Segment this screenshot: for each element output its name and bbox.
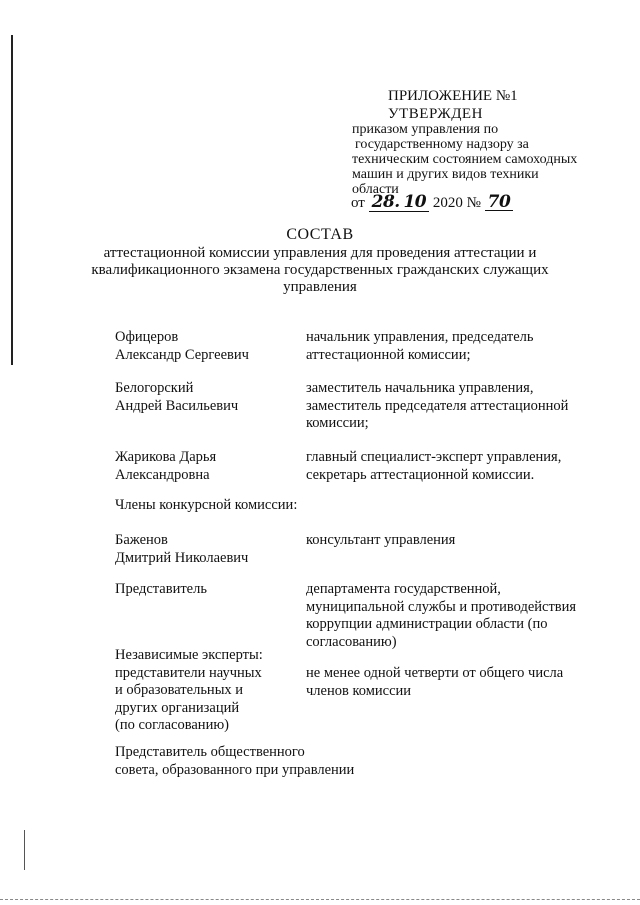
member-surname: Жарикова Дарья — [115, 449, 217, 465]
member-surname: Офицеров — [115, 329, 179, 345]
date-year: 2020 — [432, 195, 463, 211]
experts-line: и образовательных и — [115, 682, 244, 698]
title-line: аттестационной комиссии управления для проведения аттестации и — [103, 245, 537, 261]
member-given-names: Дмитрий Николаевич — [115, 549, 249, 566]
scan-bottom-edge — [0, 899, 640, 901]
member-role — [306, 581, 606, 651]
document-title — [0, 226, 640, 296]
role-line: секретарь аттестационной комиссии. — [306, 466, 535, 483]
member-name — [115, 532, 295, 567]
role-line: главный специалист-эксперт управления, — [306, 449, 562, 465]
order-line: государственному надзору за — [355, 137, 529, 152]
member-given-names: Андрей Васильевич — [115, 397, 239, 414]
member-surname: Баженов — [115, 532, 168, 548]
role-line: не менее одной четверти от общего числа — [306, 665, 564, 681]
member-name — [115, 380, 295, 415]
member-role — [306, 380, 606, 433]
member-given-names: Александровна — [115, 466, 210, 483]
experts-label: Независимые эксперты: — [115, 647, 263, 663]
role-line: департамента государственной, — [306, 581, 501, 597]
member-role — [306, 329, 606, 364]
order-line: машин и других видов техники — [352, 167, 539, 182]
member-role — [306, 532, 606, 550]
role-line: согласованию) — [306, 633, 397, 650]
number-sign: № — [466, 195, 481, 211]
role-line: комиссии; — [306, 415, 369, 431]
member-name — [115, 581, 295, 599]
title-main: СОСТАВ — [286, 226, 354, 243]
appendix-title: ПРИЛОЖЕНИЕ №1 — [388, 88, 518, 104]
title-line: управления — [283, 279, 357, 295]
date-month: 10 — [403, 192, 427, 212]
role-line: консультант управления — [306, 532, 456, 548]
role-line: заместитель начальника управления, — [306, 380, 534, 396]
member-role — [306, 665, 606, 700]
order-number: 70 — [485, 194, 514, 211]
representative-label: Представитель — [115, 581, 207, 597]
date-day: 28. — [371, 192, 400, 212]
member-given-names: Александр Сергеевич — [115, 346, 249, 363]
order-date-line — [351, 194, 513, 212]
role-line: аттестационной комиссии; — [306, 346, 471, 363]
public-council-representative — [115, 744, 435, 779]
member-name — [115, 329, 295, 364]
order-line: техническим состоянием самоходных — [352, 152, 578, 167]
approved-title: УТВЕРЖДЕН — [388, 106, 483, 122]
title-line: квалификационного экзамена государственных гражданских служащих — [91, 262, 549, 278]
date-handwritten — [369, 194, 430, 212]
member-surname: Белогорский — [115, 380, 194, 396]
public-council-line: Представитель общественного — [115, 744, 305, 760]
member-name — [115, 647, 295, 735]
member-name — [115, 449, 295, 484]
public-council-line: совета, образованного при управлении — [115, 761, 355, 778]
role-line: начальник управления, председатель — [306, 329, 534, 345]
role-line: членов комиссии — [306, 682, 412, 699]
commission-members-heading: Члены конкурсной комиссии: — [115, 497, 298, 513]
date-prefix: от — [351, 195, 365, 211]
experts-line: других организаций — [115, 699, 240, 716]
experts-line: (по согласованию) — [115, 717, 229, 733]
role-line: муниципальной службы и противодействия — [306, 598, 577, 615]
scan-edge-mark — [24, 830, 25, 870]
order-line: области — [352, 182, 399, 197]
scan-edge-line — [11, 35, 13, 365]
order-line: приказом управления по — [352, 122, 499, 137]
role-line: коррупции администрации области (по — [306, 616, 548, 632]
member-role — [306, 449, 606, 484]
role-line: заместитель председателя аттестационной — [306, 397, 569, 414]
experts-line: представители научных — [115, 664, 262, 681]
order-reference — [352, 122, 612, 197]
